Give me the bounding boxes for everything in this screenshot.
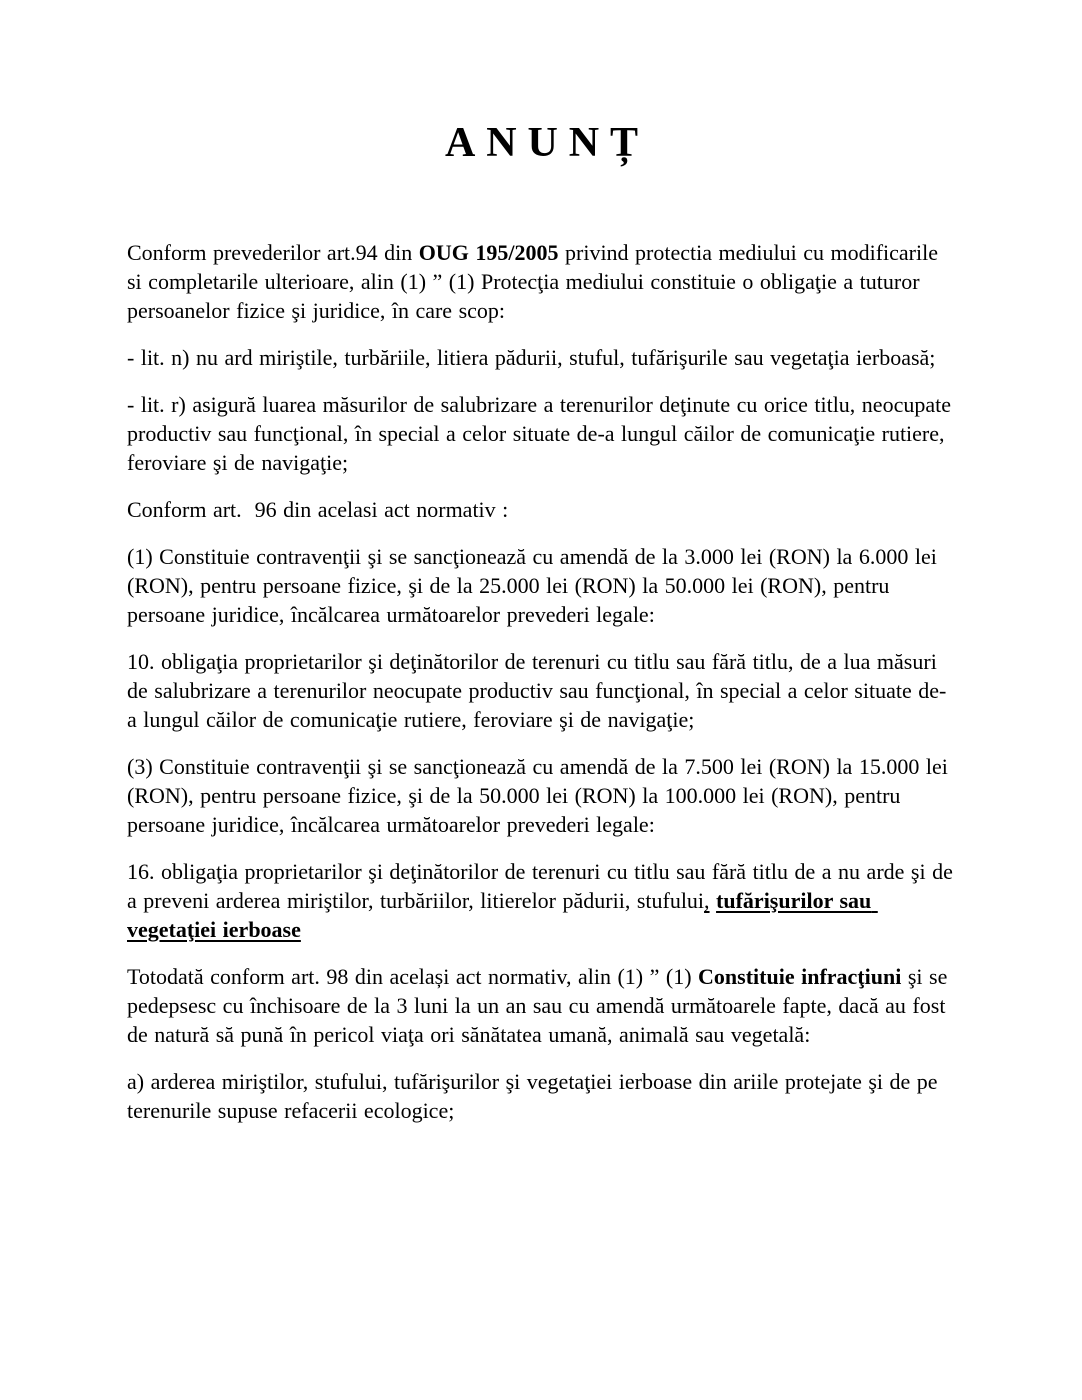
text-run: tufărişurilor sau vegetaţiei ierboase [127, 888, 878, 943]
paragraph [127, 542, 956, 629]
text-run: privind protectia mediului cu modificarile si completarile ulterioare, alin (1) ” (1) Protecţia mediului constituie o obligaţie a tuturor persoanelor fizice şi juridice, în care scop: [127, 240, 945, 324]
text-run: a) arderea miriştilor, stufului, tufărişurilor şi vegetaţiei ierboase din ariile protejate şi de pe terenurile supuse refacerii ecologice; [127, 1069, 945, 1124]
paragraph [127, 238, 956, 325]
paragraph [127, 647, 956, 734]
text-run: (1) Constituie contravenţii şi se sancţionează cu amendă de la 3.000 lei (RON) la 6.000 lei (RON), pentru persoane fizice, şi de la 25.000 lei (RON) la 50.000 lei (RON), pentru persoane juridice, încălcarea următoarelor prevederi legale: [127, 544, 944, 628]
text-run: - lit. r) asigură luarea măsurilor de salubrizare a terenurilor deţinute cu orice titlu, neocupate productiv sau funcţional, în special a celor situate de-a lungul căilor de comunicaţie rutiere, feroviare şi de navigaţie; [127, 392, 958, 476]
text-run: 16. obligaţia proprietarilor şi deţinătorilor de terenuri cu titlu sau fără titlu de a nu arde şi de a preveni arderea miriştilor, turbăriilor, litierelor pădurii, stufului [127, 859, 960, 914]
paragraph [127, 1067, 956, 1125]
paragraph [127, 752, 956, 839]
text-run: , [704, 888, 710, 914]
paragraph [127, 390, 956, 477]
text-run: - lit. n) nu ard miriştile, turbăriile, litiera pădurii, stuful, tufărişurile sau vegetaţia ierboasă; [127, 345, 936, 371]
text-run: şi se pedepsesc cu închisoare de la 3 luni la un an sau cu amendă următoarele fapte, dacă au fost de natură să pună în pericol viaţa ori sănătatea umană, animală sau vegetală: [127, 964, 954, 1048]
text-run: Totodată conform art. 98 din același act normativ, alin (1) ” (1) [127, 964, 699, 990]
paragraph [127, 962, 956, 1049]
text-run: Conform art. 96 din acelasi act normativ : [127, 497, 509, 523]
paragraph [127, 343, 956, 372]
text-run: Constituie infracţiuni [698, 964, 902, 990]
document-title: ANUNȚ [444, 120, 649, 166]
document-body [127, 238, 960, 1125]
text-run: OUG 195/2005 [418, 240, 559, 266]
paragraph [127, 495, 956, 524]
paragraph [127, 857, 960, 944]
text-run: 10. obligaţia proprietarilor şi deţinătorilor de terenuri cu titlu sau fără titlu, de a lua măsuri de salubrizare a terenurilor neocupate productiv sau funcţional, în special a celor situate de-a lungul căilor de comunicaţie rutiere, feroviare şi de navigaţie; [127, 649, 947, 733]
text-run: (3) Constituie contravenţii şi se sancţionează cu amendă de la 7.500 lei (RON) la 15.000 lei (RON), pentru persoane fizice, şi de la 50.000 lei (RON) la 100.000 lei (RON), pentru persoane juridice, încălcarea următoarelor prevederi legale: [127, 754, 955, 838]
text-run: Conform prevederilor art.94 din [127, 240, 419, 266]
